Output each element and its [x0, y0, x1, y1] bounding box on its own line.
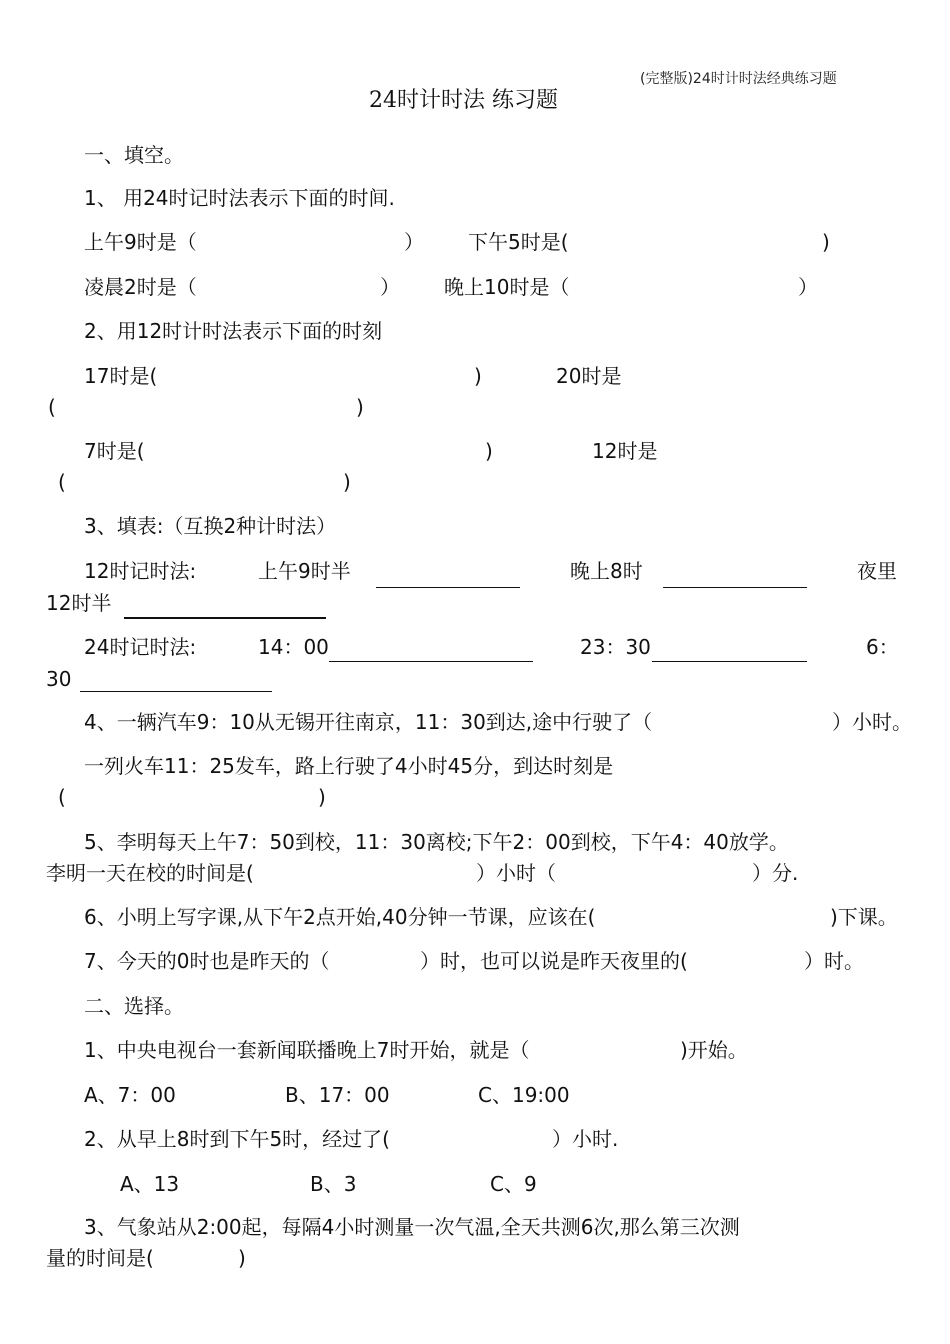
question-text: 5、李明每天上午7：50到校，11：30离校;下午2：00到校，下午4：40放学。 — [84, 830, 789, 854]
table-cell: 晚上8时 — [570, 559, 643, 583]
question-item: 下午5时是( — [468, 230, 569, 254]
question-text: ）小时. — [552, 1127, 619, 1151]
question-text: 4、一辆汽车9：10从无锡开往南京，11：30到达,途中行驶了（ — [84, 710, 653, 734]
bracket-close: ) — [343, 470, 351, 494]
question-text: )下课。 — [830, 905, 898, 929]
bracket-close: ） — [380, 275, 400, 299]
bracket-close: ） — [798, 275, 818, 299]
bracket-close: ） — [404, 230, 424, 254]
question-item: 上午9时是（ — [84, 230, 197, 254]
bracket-close: ) — [822, 230, 830, 254]
option-a[interactable]: A、7：00 — [84, 1083, 176, 1107]
question-text: 1、中央电视台一套新闻联播晚上7时开始，就是（ — [84, 1038, 530, 1062]
question-text: 量的时间是( — [46, 1246, 154, 1270]
question-text: ）小时（ — [476, 861, 556, 885]
question-item: 20时是 — [556, 364, 622, 388]
question-text: 6、小明上写字课,从下午2点开始,40分钟一节课，应该在( — [84, 905, 596, 929]
question-text: )开始。 — [680, 1038, 748, 1062]
question-text: ）时。 — [804, 949, 864, 973]
option-c[interactable]: C、9 — [490, 1172, 537, 1196]
answer-blank[interactable] — [663, 587, 807, 588]
question-text: 2、从早上8时到下午5时，经过了( — [84, 1127, 390, 1151]
question-item: 凌晨2时是（ — [84, 275, 197, 299]
option-a[interactable]: A、13 — [120, 1172, 180, 1196]
answer-blank[interactable] — [329, 661, 533, 662]
question-item: 17时是( — [84, 364, 158, 388]
bracket-open: ( — [58, 785, 66, 809]
answer-blank[interactable] — [652, 661, 807, 662]
table-cell: 30 — [46, 667, 72, 691]
bracket-close: ) — [356, 395, 364, 419]
table-cell: 14：00 — [258, 635, 329, 659]
table-cell: 夜里 — [857, 559, 897, 583]
header-note: (完整版)24时计时法经典练习题 — [640, 71, 837, 87]
bracket-close: ) — [238, 1246, 246, 1270]
option-c[interactable]: C、19:00 — [478, 1083, 570, 1107]
question-prompt: 1、 用24时记时法表示下面的时间. — [84, 186, 395, 210]
row-label: 24时记时法: — [84, 635, 197, 659]
question-text: 7、今天的0时也是昨天的（ — [84, 949, 330, 973]
question-item: 晚上10时是（ — [444, 275, 570, 299]
question-item: 7时是( — [84, 439, 145, 463]
bracket-open: ( — [48, 395, 56, 419]
answer-blank[interactable] — [376, 587, 520, 588]
question-text: ）小时。 — [832, 710, 912, 734]
bracket-close: ) — [474, 364, 482, 388]
table-cell: 12时半 — [46, 591, 112, 615]
table-cell: 上午9时半 — [258, 559, 351, 583]
question-text: ）分. — [752, 861, 799, 885]
answer-blank[interactable] — [80, 691, 272, 692]
bracket-close: ) — [318, 785, 326, 809]
bracket-open: ( — [58, 470, 66, 494]
question-item: 12时是 — [592, 439, 658, 463]
page-title: 24时计时法 练习题 — [369, 88, 558, 113]
question-text: 3、气象站从2:00起，每隔4小时测量一次气温,全天共测6次,那么第三次测 — [84, 1215, 740, 1239]
option-b[interactable]: B、3 — [310, 1172, 357, 1196]
question-text: ）时，也可以说是昨天夜里的( — [420, 949, 688, 973]
question-prompt: 3、填表:（互换2种计时法） — [84, 514, 337, 538]
section-heading: 一、填空。 — [84, 143, 184, 167]
answer-blank[interactable] — [124, 617, 326, 619]
question-text: 李明一天在校的时间是( — [46, 861, 254, 885]
question-text: 一列火车11：25发车，路上行驶了4小时45分，到达时刻是 — [84, 754, 614, 778]
section-heading: 二、选择。 — [84, 994, 184, 1018]
table-cell: 23：30 — [580, 635, 651, 659]
option-b[interactable]: B、17：00 — [285, 1083, 390, 1107]
bracket-close: ) — [485, 439, 493, 463]
table-cell: 6： — [866, 635, 899, 659]
question-prompt: 2、用12时计时法表示下面的时刻 — [84, 319, 383, 343]
row-label: 12时记时法: — [84, 559, 197, 583]
